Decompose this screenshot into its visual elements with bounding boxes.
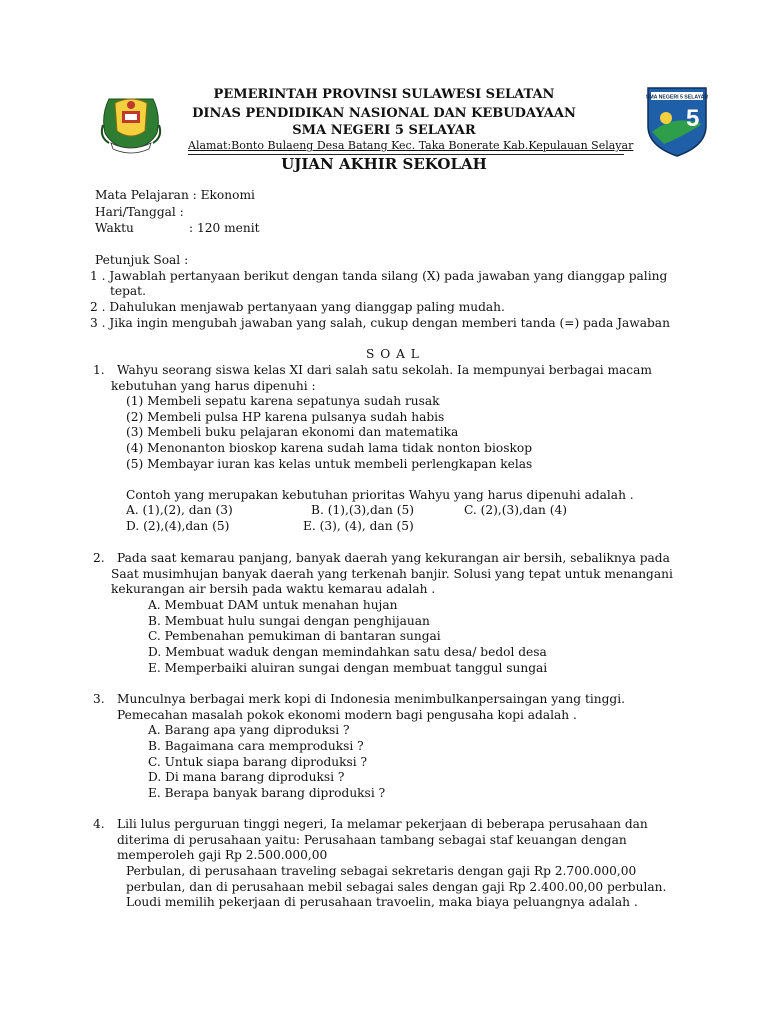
q2-option-a[interactable]: A. Membuat DAM untuk menahan hujan (148, 598, 398, 612)
q4-text-line1: Lili lulus perguruan tinggi negeri, Ia melamar pekerjaan di beberapa perusahaan dan (117, 817, 648, 831)
exam-title: UJIAN AKHIR SEKOLAH (281, 155, 487, 173)
q4-number: 4. (93, 817, 105, 831)
q1-text-line2: kebutuhan yang harus dipenuhi : (111, 379, 316, 393)
q4-text-line4: Perbulan, di perusahaan traveling sebagai sekretaris dengan gaji Rp 2.700.000,00 (126, 864, 637, 878)
q3-option-c[interactable]: C. Untuk siapa barang diproduksi ? (148, 755, 368, 769)
q3-text-line2: Pemecahan masalah pokok ekonomi modern bagi pengusaha kopi adalah . (117, 708, 577, 722)
q1-option-d[interactable]: D. (2),(4),dan (5) (126, 519, 230, 533)
questions-heading: S O A L (366, 347, 420, 361)
subject-field: Mata Pelajaran : Ekonomi (95, 188, 255, 202)
instruction-3: 3 . Jika ingin mengubah jawaban yang salah, cukup dengan memberi tanda (=) pada Jawaban (90, 316, 670, 330)
svg-text:SMA NEGERI 5 SELAYAR: SMA NEGERI 5 SELAYAR (645, 94, 709, 101)
q1-text-line1: Wahyu seorang siswa kelas XI dari salah satu sekolah. Ia mempunyai berbagai macam (117, 363, 652, 377)
q4-text-line5: perbulan, dan di perusahaan mebil sebagai sales dengan gaji Rp 2.400.00,00 perbulan. (126, 880, 667, 894)
q1-need-3: (3) Membeli buku pelajaran ekonomi dan matematika (126, 425, 459, 439)
time-label: Waktu (95, 221, 134, 235)
instruction-1: 1 . Jawablah pertanyaan berikut dengan tanda silang (X) pada jawaban yang dianggap paling (90, 269, 668, 283)
q2-option-c[interactable]: C. Pembenahan pemukiman di bantaran sungai (148, 629, 441, 643)
q2-number: 2. (93, 551, 105, 565)
q3-number: 3. (93, 692, 105, 706)
q1-option-a[interactable]: A. (1),(2), dan (3) (126, 503, 233, 517)
q4-text-line2: diterima di perusahaan yaitu: Perusahaan tambang sebagai staf keuangan dengan (117, 833, 627, 847)
q1-need-1: (1) Membeli sepatu karena sepatunya sudah rusak (126, 394, 440, 408)
q1-need-2: (2) Membeli pulsa HP karena pulsanya sudah habis (126, 410, 445, 424)
school-address: Alamat:Bonto Bulaeng Desa Batang Kec. Taka Bonerate Kab.Kepulauan Selayar (188, 139, 634, 152)
q1-option-b[interactable]: B. (1),(3),dan (5) (311, 503, 415, 517)
header-line-department: DINAS PENDIDIKAN NASIONAL DAN KEBUDAYAAN (192, 106, 576, 121)
time-value: : 120 menit (189, 221, 260, 235)
q1-number: 1. (93, 363, 105, 377)
q3-option-d[interactable]: D. Di mana barang diproduksi ? (148, 770, 345, 784)
q4-text-line6: Loudi memilih pekerjaan di perusahaan travoelin, maka biaya peluangnya adalah . (126, 895, 638, 909)
date-field: Hari/Tanggal : (95, 205, 184, 219)
q3-option-e[interactable]: E. Berapa banyak barang diproduksi ? (148, 786, 386, 800)
q3-option-b[interactable]: B. Bagaimana cara memproduksi ? (148, 739, 364, 753)
q2-option-b[interactable]: B. Membuat hulu sungai dengan penghijauan (148, 614, 430, 628)
q4-text-line3: memperoleh gaji Rp 2.500.000,00 (117, 848, 328, 862)
q1-option-c[interactable]: C. (2),(3),dan (4) (464, 503, 567, 517)
q2-text-line1: Pada saat kemarau panjang, banyak daerah yang kekurangan air bersih, sebaliknya pada (117, 551, 670, 565)
header-line-province: PEMERINTAH PROVINSI SULAWESI SELATAN (213, 87, 555, 102)
instruction-1-continued: tepat. (110, 284, 146, 298)
instructions-heading: Petunjuk Soal : (95, 253, 189, 267)
q3-option-a[interactable]: A. Barang apa yang diproduksi ? (148, 723, 350, 737)
svg-text:5: 5 (686, 105, 700, 132)
q1-prompt: Contoh yang merupakan kebutuhan prioritas Wahyu yang harus dipenuhi adalah . (126, 488, 634, 502)
q2-text-line3: kekurangan air bersih pada waktu kemarau adalah . (111, 582, 436, 596)
q2-text-line2: Saat musimhujan banyak daerah yang terkenah banjir. Solusi yang tepat untuk menangani (111, 567, 673, 581)
q2-option-e[interactable]: E. Memperbaiki aluiran sungai dengan membuat tanggul sungai (148, 661, 548, 675)
q1-need-5: (5) Membayar iuran kas kelas untuk membeli perlengkapan kelas (126, 457, 533, 471)
q1-need-4: (4) Menonanton bioskop karena sudah lama tidak nonton bioskop (126, 441, 532, 455)
q3-text-line1: Munculnya berbagai merk kopi di Indonesia menimbulkanpersaingan yang tinggi. (117, 692, 625, 706)
instruction-2: 2 . Dahulukan menjawab pertanyaan yang dianggap paling mudah. (90, 300, 505, 314)
q2-option-d[interactable]: D. Membuat waduk dengan memindahkan satu desa/ bedol desa (148, 645, 547, 659)
q1-option-e[interactable]: E. (3), (4), dan (5) (303, 519, 414, 533)
header-line-school: SMA NEGERI 5 SELAYAR (292, 123, 476, 138)
